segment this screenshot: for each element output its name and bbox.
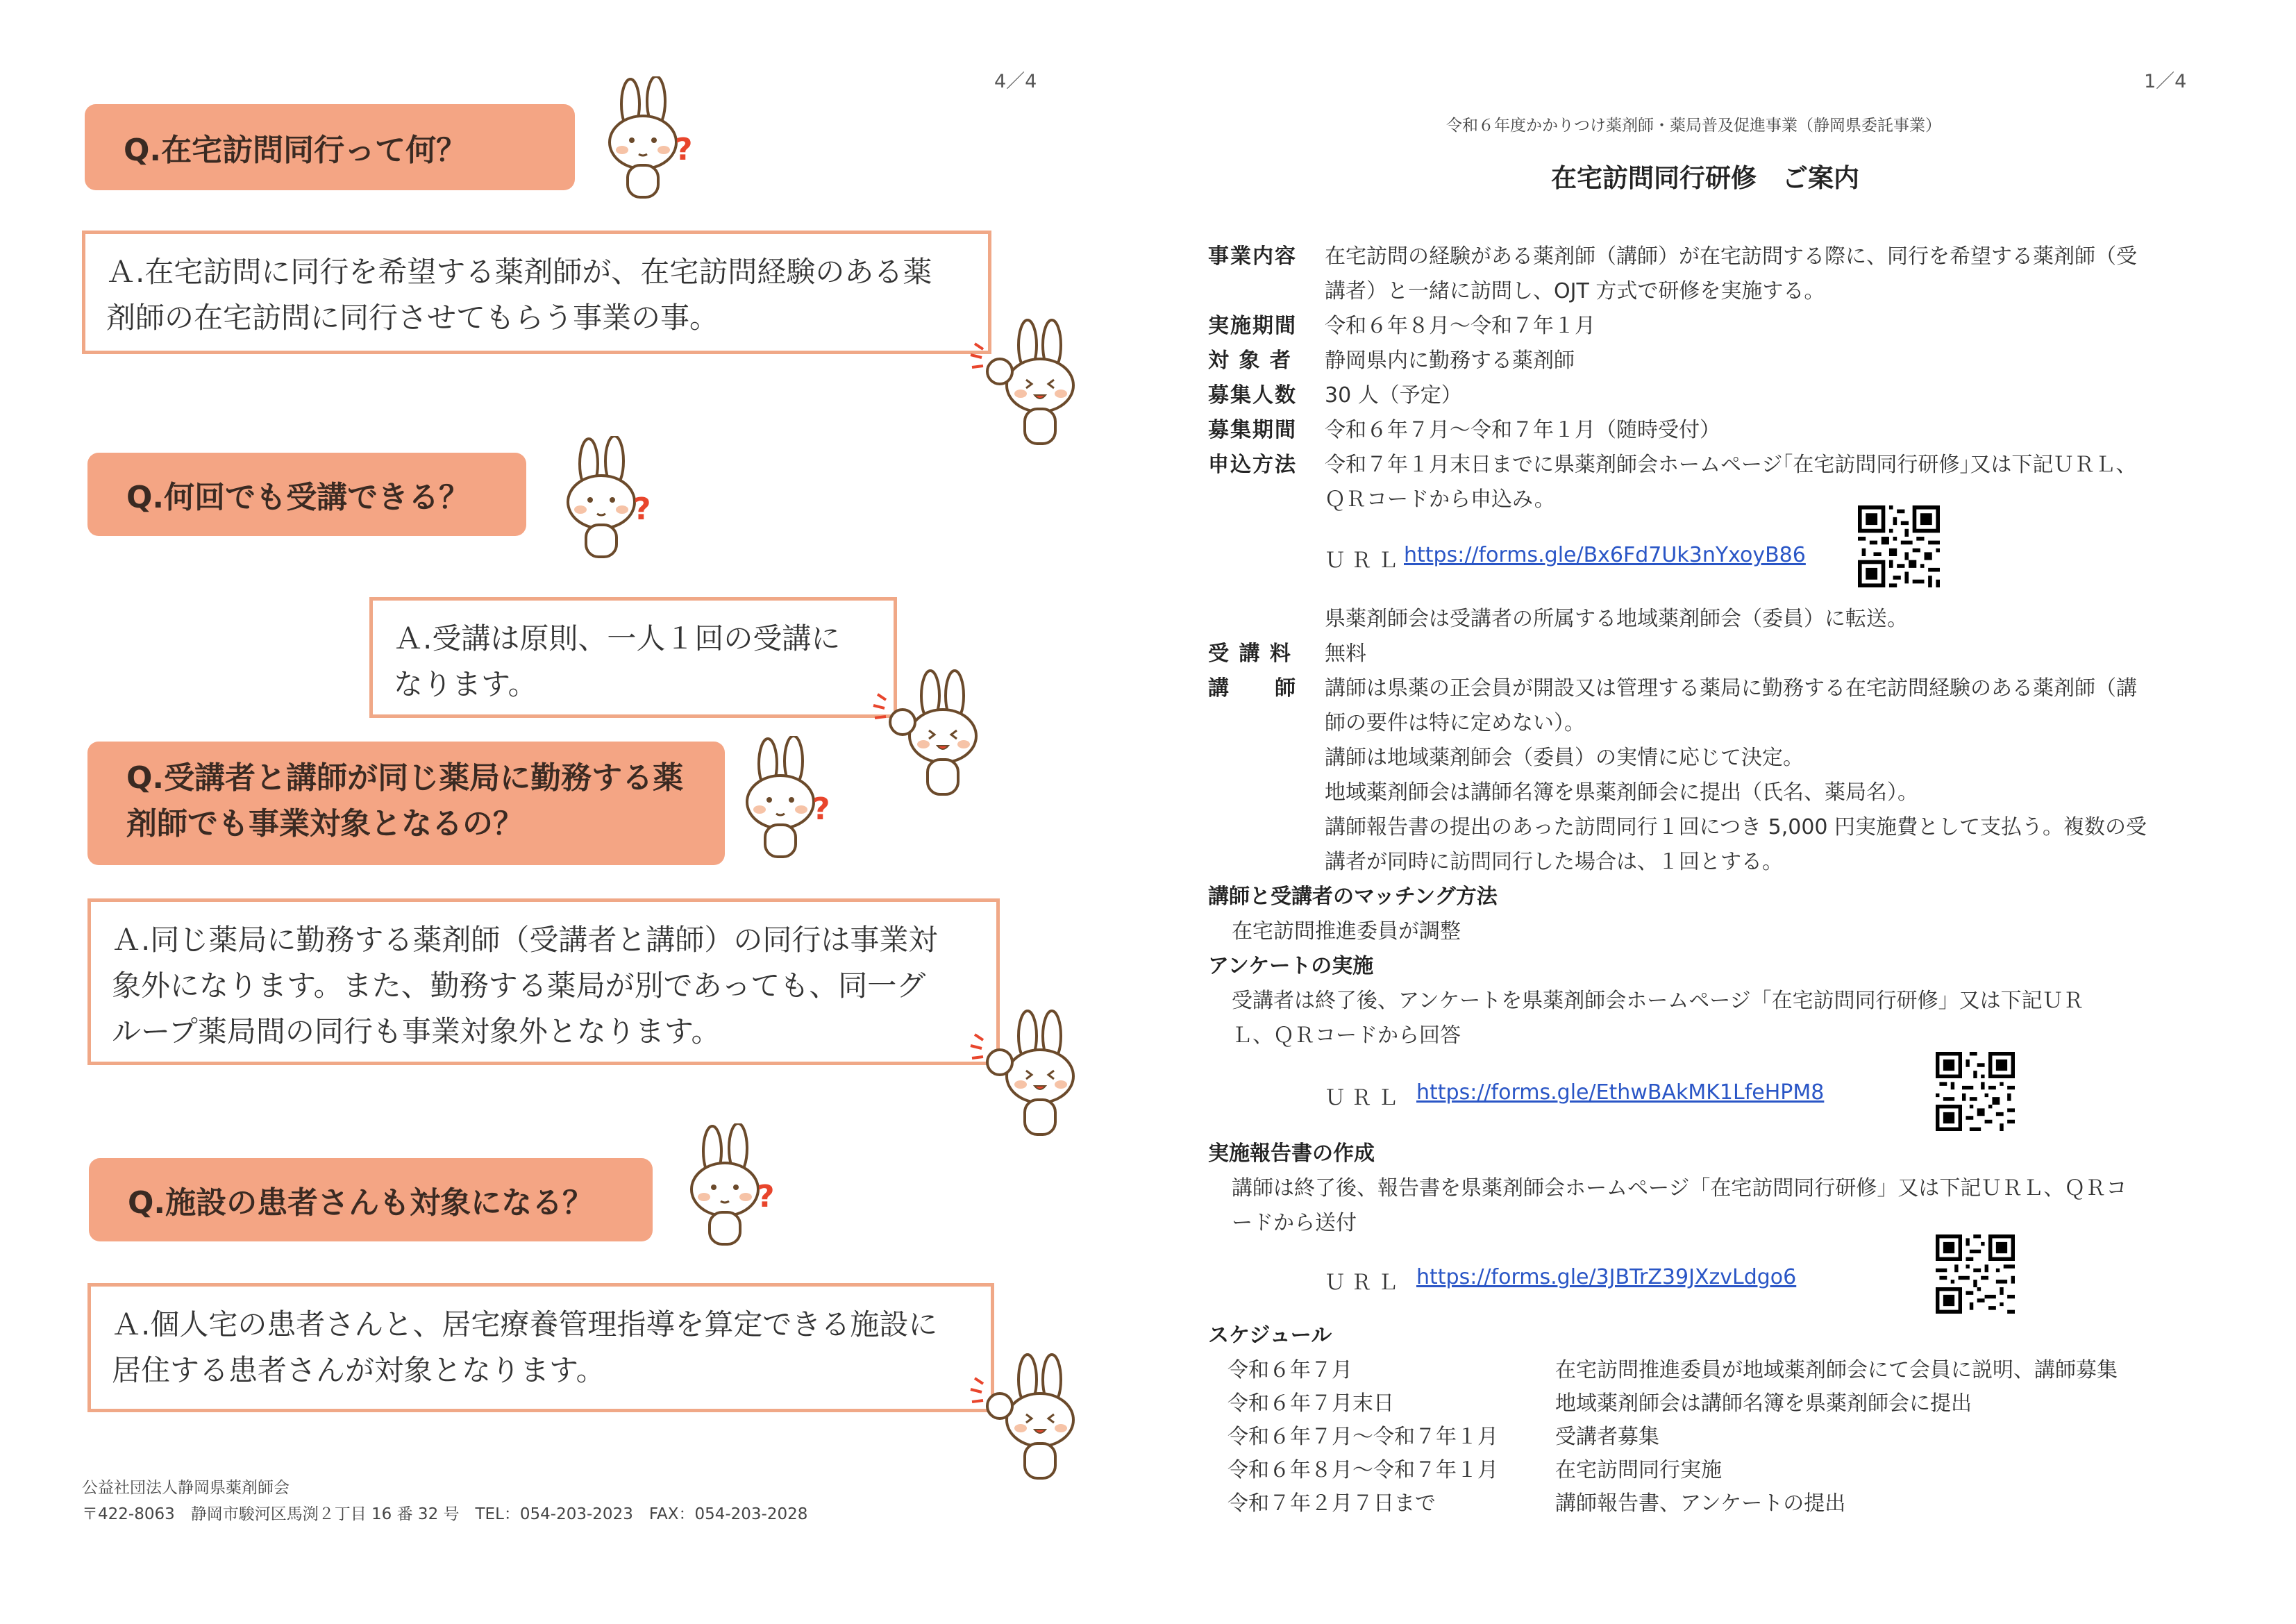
answer-2-line-2: なります。 — [394, 667, 537, 701]
footer-org: 公益社団法人静岡県薬剤師会 — [82, 1479, 290, 1497]
svg-text:?: ? — [675, 132, 693, 167]
answer-4 — [87, 1283, 994, 1412]
application-form-link[interactable]: https://forms.gle/Bx6Fd7Uk3nYxoyB86 — [1404, 543, 1806, 567]
content-line-1: 在宅訪問の経験がある薬剤師（講師）が在宅訪問する際に、同行を希望する薬剤師（受 — [1325, 244, 2137, 269]
url-label: ＵＲＬ — [1325, 549, 1404, 573]
survey-line-1: 受講者は終了後、アンケートを県薬剤師会ホームページ「在宅訪問同行研修」又は下記ＵＲ — [1232, 989, 2084, 1013]
recruit-period-value: 令和６年７月～令和７年１月（随時受付） — [1325, 418, 1720, 442]
target-value: 静岡県内に勤務する薬剤師 — [1325, 349, 1575, 373]
thinking-rabbit-icon — [555, 436, 667, 568]
label-fee: 受 講 料 — [1208, 642, 1292, 666]
apply-line-1: 令和７年１月末日までに県薬剤師会ホームページ｢在宅訪問同行研修｣又は下記ＵＲＬ、 — [1325, 453, 2137, 477]
svg-text:?: ? — [757, 1179, 775, 1214]
label-lecturer: 講 師 — [1208, 676, 1297, 701]
svg-text:?: ? — [812, 792, 830, 827]
project-subtitle: 令和６年度かかりつけ薬剤師・薬局普及促進事業（静岡県委託事業） — [1446, 117, 1941, 135]
content-line-2: 講者）と一緒に訪問し、OJT 方式で研修を実施する。 — [1325, 279, 1825, 303]
answer-1-line-1: Ａ.在宅訪問に同行を希望する薬剤師が、在宅訪問経験のある薬 — [106, 255, 932, 289]
label-target: 対 象 者 — [1208, 349, 1292, 373]
report-line-1: 講師は終了後、報告書を県薬剤師会ホームページ「在宅訪問同行研修」又は下記ＵＲＬ、ＱＲコ — [1232, 1176, 2127, 1200]
svg-text:?: ? — [633, 492, 651, 527]
url-label: ＵＲＬ — [1325, 1086, 1404, 1110]
question-3-line-1: Q.受講者と講師が同じ薬局に勤務する薬 — [126, 760, 684, 796]
answer-4-line-2: 居住する患者さんが対象となります。 — [112, 1353, 605, 1387]
label-apply: 申込方法 — [1208, 453, 1297, 477]
lecturer-line-6: 講者が同時に訪問同行した場合は、１回とする。 — [1325, 850, 1783, 874]
label-recruit-period: 募集期間 — [1208, 418, 1297, 442]
survey-form-link[interactable]: https://forms.gle/EthwBAkMK1LfeHPM8 — [1416, 1080, 1825, 1105]
lecturer-line-3: 講師は地域薬剤師会（委員）の実情に応じて決定。 — [1325, 746, 1804, 770]
schedule-date: 令和６年７月～令和７年１月 — [1227, 1425, 1498, 1449]
lecturer-line-1: 講師は県薬の正会員が開設又は管理する薬局に勤務する在宅訪問経験のある薬剤師（講 — [1325, 676, 2137, 701]
lecturer-line-2: 師の要件は特に定めない）。 — [1325, 711, 1585, 735]
question-3-line-2: 剤師でも事業対象となるの？ — [126, 806, 523, 842]
schedule-desc: 受講者募集 — [1555, 1425, 1659, 1449]
lecturer-line-4: 地域薬剤師会は講師名簿を県薬剤師会に提出（氏名、薬局名）。 — [1325, 780, 1918, 805]
recruit-value: 30 人（予定） — [1325, 383, 1462, 408]
schedule-date: 令和６年７月末日 — [1227, 1391, 1394, 1416]
matching-value: 在宅訪問推進委員が調整 — [1232, 919, 1461, 944]
report-heading: 実施報告書の作成 — [1208, 1141, 1375, 1166]
qr-code-icon — [1858, 505, 1940, 587]
schedule-desc: 在宅訪問同行実施 — [1555, 1458, 1722, 1482]
page-title: 在宅訪問同行研修 ご案内 — [1551, 163, 1859, 193]
schedule-date: 令和７年２月７日まで — [1227, 1491, 1436, 1516]
label-period: 実施期間 — [1208, 314, 1297, 338]
survey-heading: アンケートの実施 — [1208, 954, 1374, 978]
thinking-rabbit-icon — [679, 1123, 790, 1255]
transfer-note: 県薬剤師会は受講者の所属する地域薬剤師会（委員）に転送。 — [1325, 607, 1908, 631]
question-1: Q.在宅訪問同行って何？ — [85, 104, 575, 190]
period-value: 令和６年８月～令和７年１月 — [1325, 314, 1595, 338]
fee-value: 無料 — [1325, 642, 1366, 666]
qr-code-icon — [1936, 1052, 2015, 1131]
answer-1-line-2: 剤師の在宅訪問に同行させてもらう事業の事。 — [106, 301, 719, 335]
question-3 — [87, 742, 725, 865]
schedule-date: 令和６年８月～令和７年１月 — [1227, 1458, 1498, 1482]
label-recruit: 募集人数 — [1208, 383, 1297, 408]
thinking-rabbit-icon — [735, 736, 846, 868]
survey-line-2: Ｌ、ＱＲコードから回答 — [1232, 1023, 1461, 1048]
label-content: 事業内容 — [1208, 244, 1297, 269]
schedule-heading: スケジュール — [1208, 1323, 1332, 1348]
qr-code-icon — [1936, 1234, 2015, 1314]
cheering-rabbit-icon — [868, 667, 989, 805]
footer — [82, 1475, 807, 1527]
answer-2 — [369, 597, 897, 718]
report-form-link[interactable]: https://forms.gle/3JBTrZ39JXzvLdgo6 — [1416, 1265, 1797, 1289]
apply-line-2: ＱＲコードから申込み。 — [1325, 487, 1555, 512]
schedule-desc: 地域薬剤師会は講師名簿を県薬剤師会に提出 — [1555, 1391, 1972, 1416]
answer-3 — [87, 898, 1000, 1065]
matching-heading: 講師と受講者のマッチング方法 — [1208, 885, 1498, 909]
answer-1 — [82, 231, 991, 354]
answer-3-line-1: Ａ.同じ薬局に勤務する薬剤師（受講者と講師）の同行は事業対 — [112, 923, 938, 957]
footer-address: 〒422-8063 静岡市駿河区馬渕２丁目 16 番 32 号 TEL：054-203-2023 FAX：054-203-2028 — [82, 1505, 808, 1523]
right-page-number: 1／4 — [2144, 71, 2187, 92]
schedule-date: 令和６年７月 — [1227, 1358, 1352, 1382]
schedule-desc: 講師報告書、アンケートの提出 — [1555, 1491, 1846, 1516]
answer-3-line-3: ループ薬局間の同行も事業対象外となります。 — [112, 1014, 721, 1048]
cheering-rabbit-icon — [965, 1350, 1087, 1489]
cheering-rabbit-icon — [965, 316, 1087, 455]
schedule-desc: 在宅訪問推進委員が地域薬剤師会にて会員に説明、講師募集 — [1555, 1358, 2118, 1382]
question-4: Q.施設の患者さんも対象になる？ — [89, 1158, 653, 1241]
lecturer-line-5: 講師報告書の提出のあった訪問同行１回につき 5,000 円実施費として支払う。複数の受 — [1325, 815, 2147, 839]
left-page-number: 4／4 — [994, 71, 1037, 92]
answer-3-line-2: 象外になります。また、勤務する薬局が別であっても、同一グ — [112, 969, 926, 1003]
cheering-rabbit-icon — [965, 1007, 1087, 1146]
question-2: Q.何回でも受講できる？ — [87, 453, 526, 536]
answer-4-line-1: Ａ.個人宅の患者さんと、居宅療養管理指導を算定できる施設に — [112, 1307, 938, 1341]
url-label: ＵＲＬ — [1325, 1271, 1404, 1295]
thinking-rabbit-icon — [597, 76, 708, 208]
answer-2-line-1: Ａ.受講は原則、一人１回の受講に — [394, 621, 841, 655]
report-line-2: ードから送付 — [1232, 1211, 1357, 1235]
